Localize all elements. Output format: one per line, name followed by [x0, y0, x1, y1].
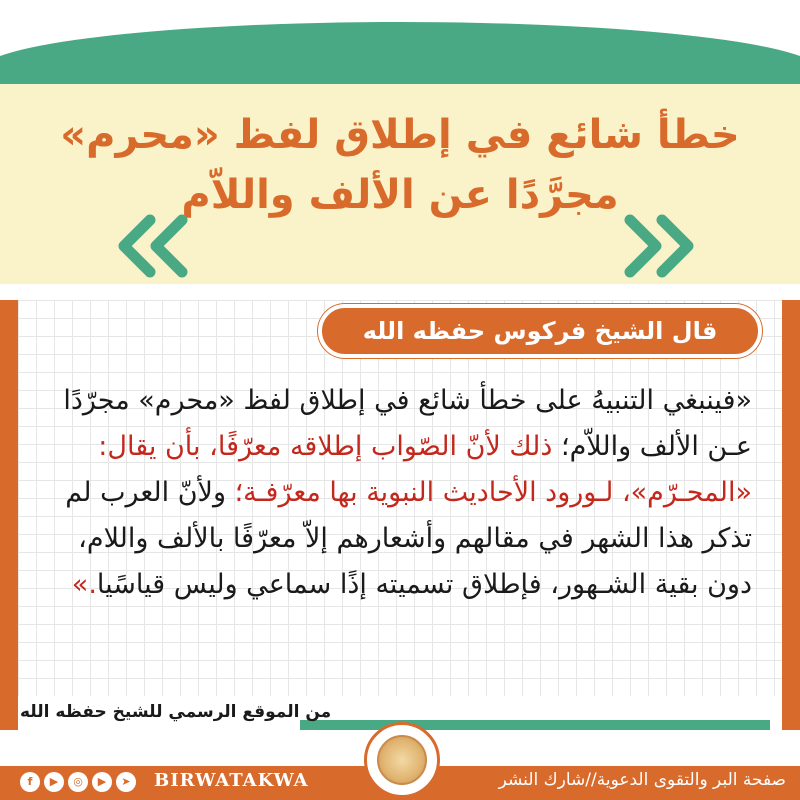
brand-name[interactable]: BIRWATAKWA: [154, 770, 309, 791]
quote-line-1: [52, 378, 752, 424]
quote-line-5-text: دون بقية الشـهور، فإطلاق تسميته إذًا سماعي وليس قياسًيا: [96, 569, 752, 600]
right-chevrons-icon: [612, 212, 702, 282]
logo-seal-icon: [364, 722, 440, 798]
youtube-icon[interactable]: ▶: [44, 772, 64, 792]
quote-line-3-highlight: «المحـرّم»، لـورود الأحاديث النبوية بها معرّفـة؛: [234, 477, 752, 508]
quote-line-2-highlight: ذلك لأنّ الصّواب إطلاقه معرّفًا، بأن يقال:: [98, 431, 553, 462]
youtube-play-icon[interactable]: ▶: [92, 772, 112, 792]
quote-line-4-text: تذكر هذا الشهر في مقالهم وأشعارهم إلاّ معرّفًا بالألف واللام،: [78, 523, 752, 554]
instagram-icon[interactable]: ◎: [68, 772, 88, 792]
quote-line-2-text: عـن الألف واللاّم؛: [552, 431, 752, 462]
source-credit: من الموقع الرسمي للشيخ حفظه الله: [20, 702, 332, 722]
green-ribbon: [300, 720, 770, 730]
quote-line-1-text: «فينبغي التنبيهُ على خطأ شائع في إطلاق لفظ «محرم» مجرّدًا: [63, 385, 752, 416]
left-chevrons-icon: [110, 212, 200, 282]
quote-line-4: [52, 516, 752, 562]
title-line-1: خطأ شائع في إطلاق لفظ «محرم»: [60, 112, 740, 158]
quote-line-5-end: .»: [71, 569, 97, 600]
quote-line-2: [52, 424, 752, 470]
speaker-label: قال الشيخ فركوس حفظه الله: [362, 317, 718, 345]
telegram-icon[interactable]: ➤: [116, 772, 136, 792]
quote-line-3: [52, 470, 752, 516]
title-line-2: مجرَّدًا عن الألف واللاّم: [181, 172, 619, 218]
quote-text: [52, 378, 752, 608]
quote-line-5: [52, 562, 752, 608]
left-orange-border: [0, 300, 18, 730]
right-orange-border: [782, 300, 800, 730]
facebook-icon[interactable]: f: [20, 772, 40, 792]
speaker-badge: [318, 304, 762, 358]
quote-line-3-text: ولأنّ العرب لم: [65, 477, 235, 508]
logo-seal-inner: [377, 735, 427, 785]
page-label[interactable]: صفحة البر والتقوى الدعوية//شارك النشر: [498, 770, 786, 790]
